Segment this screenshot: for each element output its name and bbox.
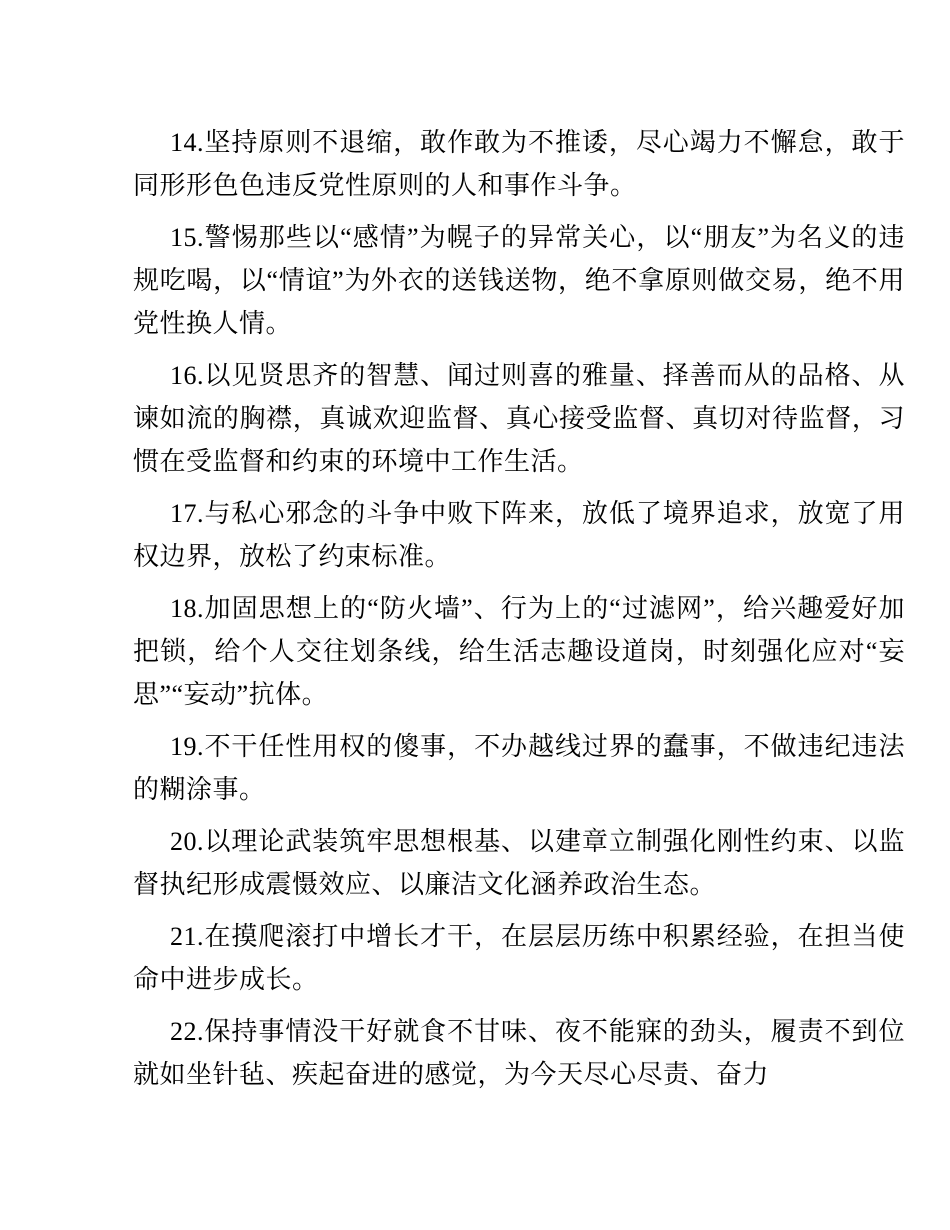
paragraph-item-17: 17.与私心邪念的斗争中败下阵来，放低了境界追求，放宽了用权边界，放松了约束标准。 (133, 499, 905, 571)
paragraph-item-19: 19.不干任性用权的傻事，不办越线过界的蠢事，不做违纪违法的糊涂事。 (133, 732, 905, 804)
paragraph-item-18: 18.加固思想上的“防火墙”、行为上的“过滤网”，给兴趣爱好加把锁，给个人交往划条线，给生活志趣设道岗，时刻强化应对“妄思”“妄动”抗体。 (133, 594, 905, 709)
paragraph-item-21: 21.在摸爬滚打中增长才干，在层层历练中积累经验，在担当使命中进步成长。 (133, 922, 905, 994)
paragraph-item-15: 15.警惕那些以“感情”为幌子的异常关心，以“朋友”为名义的违规吃喝，以“情谊”为外衣的送钱送物，绝不拿原则做交易，绝不用党性换人情。 (133, 223, 905, 338)
paragraph-item-16: 16.以见贤思齐的智慧、闻过则喜的雅量、择善而从的品格、从谏如流的胸襟，真诚欢迎监督、真心接受监督、真切对待监督，习惯在受监督和约束的环境中工作生活。 (133, 361, 905, 476)
paragraph-item-22: 22.保持事情没干好就食不甘味、夜不能寐的劲头，履责不到位就如坐针毡、疾起奋进的感觉，为今天尽心尽责、奋力 (133, 1017, 905, 1089)
paragraph-item-20: 20.以理论武装筑牢思想根基、以建章立制强化刚性约束、以监督执纪形成震慑效应、以廉洁文化涵养政治生态。 (133, 827, 905, 899)
paragraph-item-14: 14.坚持原则不退缩，敢作敢为不推诿，尽心竭力不懈怠，敢于同形形色色违反党性原则的人和事作斗争。 (133, 128, 905, 200)
